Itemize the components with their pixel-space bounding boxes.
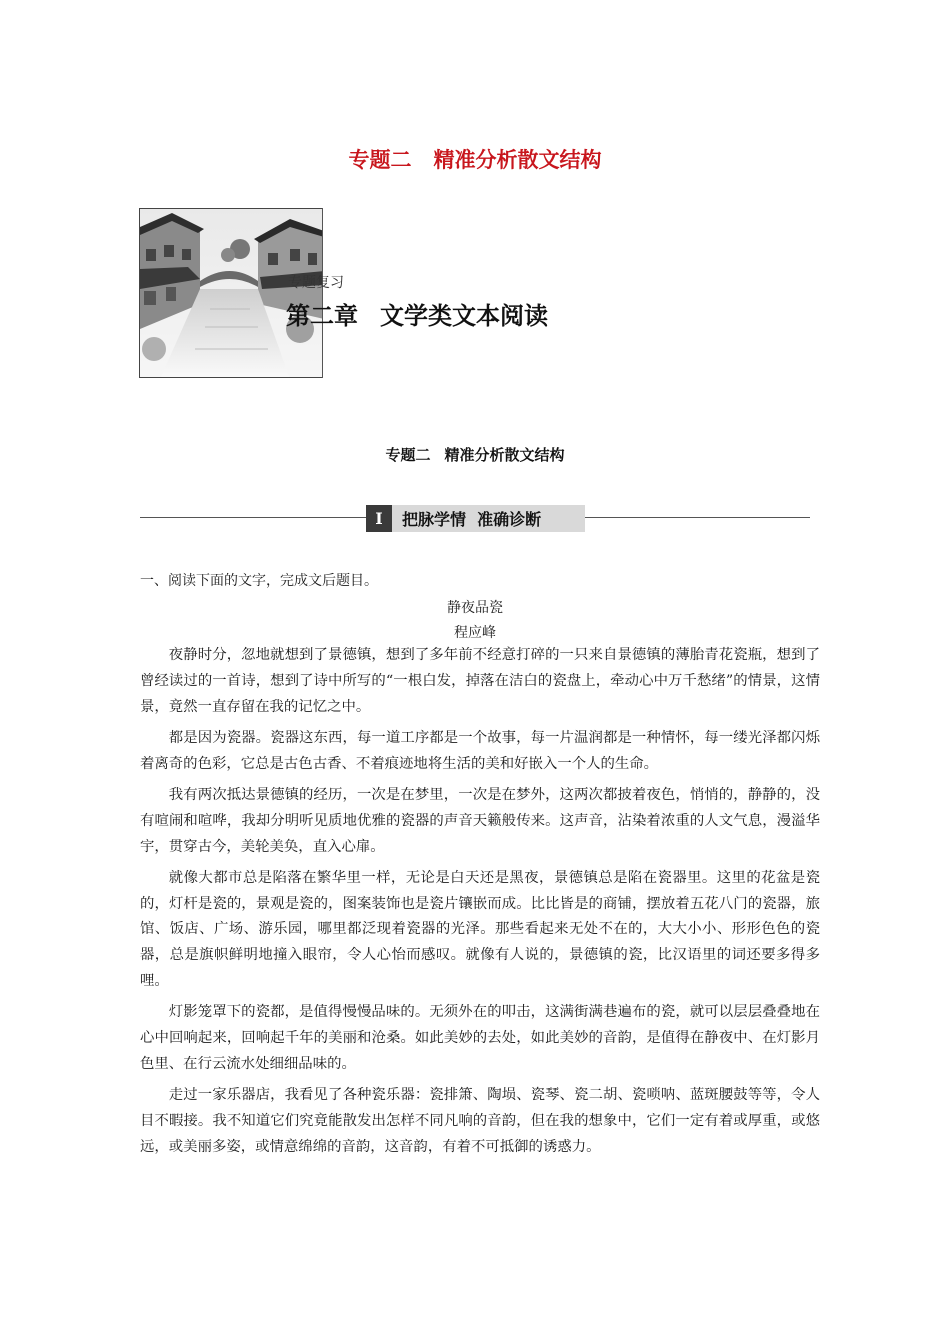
paragraph: 灯影笼罩下的瓷都，是值得慢慢品味的。无须外在的叩击，这满街满巷遍布的瓷，就可以层层叠叠地在心中回响起来，回响起千年的美丽和沧桑。如此美妙的去处，如此美妙的音韵，是值得在静夜中、在灯影月色里、在行云流水处细细品味的。 [140, 1004, 820, 1072]
canal-town-illustration [139, 208, 323, 378]
paragraph: 走过一家乐器店，我看见了各种瓷乐器：瓷排箫、陶埙、瓷琴、瓷二胡、瓷唢呐、蓝斑腰鼓等等，令人目不暇接。我不知道它们究竟能散发出怎样不同凡响的音韵，但在我的想象中，它们一定有着或厚重，或悠远，或美丽多姿，或情意绵绵的音韵，这音韵，有着不可抵御的诱惑力。 [140, 1087, 820, 1155]
essay-title: 静夜品瓷 [447, 600, 503, 616]
paragraph: 就像大都市总是陷落在繁华里一样，无论是白天还是黑夜，景德镇总是陷在瓷器里。这里的花盆是瓷的，灯杆是瓷的，景观是瓷的，图案装饰也是瓷片镶嵌而成。比比皆是的商铺，摆放着五花八门的瓷器，旅馆、饭店、广场、游乐园，哪里都泛现着瓷器的光泽。那些看起来无处不在的，大大小小、形形色色的瓷器，总是旗帜鲜明地撞入眼帘，令人心怡而感叹。就像有人说的，景德镇的瓷，比汉语里的词还要多得多哩。 [140, 869, 820, 990]
page-title [0, 144, 950, 174]
chapter-name: 文学类文本阅读 [380, 302, 548, 330]
page-title-label: 专题二 [348, 148, 412, 172]
section-heading-label: 专题二 [385, 446, 431, 464]
banner-subtitle: 专题复习 [288, 275, 344, 291]
paragraph: 我有两次抵达景德镇的经历，一次是在梦里，一次是在梦外，这两次都披着夜色，悄悄的，静静的，没有喧闹和喧哗，我却分明听见质地优雅的瓷器的声音天籁般传来。这声音，沾染着浓重的人文气息，漫溢华宇，贯穿古今，美轮美奂，直入心扉。 [140, 786, 820, 855]
section-heading [0, 444, 950, 465]
paragraph: 都是因为瓷器。瓷器这东西，每一道工序都是一个故事，每一片温润都是一种情怀，每一缕光泽都闪烁着离奇的色彩，它总是古色古香、不着痕迹地将生活的美和好嵌入一个人的生命。 [140, 729, 820, 772]
section-tag [366, 505, 585, 532]
exercise-instruction: 一、阅读下面的文字，完成文后题目。 [140, 573, 378, 589]
chapter-number: 第二章 [286, 302, 358, 330]
essay-author: 程应峰 [454, 625, 496, 641]
banner-divider [322, 208, 323, 378]
essay-body [140, 643, 820, 1166]
paragraph: 夜静时分，忽地就想到了景德镇，想到了多年前不经意打碎的一只来自景德镇的薄胎青花瓷瓶，想到了曾经读过的一首诗，想到了诗中所写的“一根白发，掉落在洁白的瓷盘上，牵动心中万千愁绪”的情景，这情景，竟然一直存留在我的记忆之中。 [140, 647, 820, 715]
section-label: 把脉学情 准确诊断 [402, 510, 542, 529]
section-heading-text: 精准分析散文结构 [444, 446, 565, 464]
chapter-title [286, 296, 548, 331]
page-title-text: 精准分析散文结构 [433, 148, 602, 172]
section-number: I [366, 505, 392, 532]
chapter-banner [139, 208, 323, 378]
